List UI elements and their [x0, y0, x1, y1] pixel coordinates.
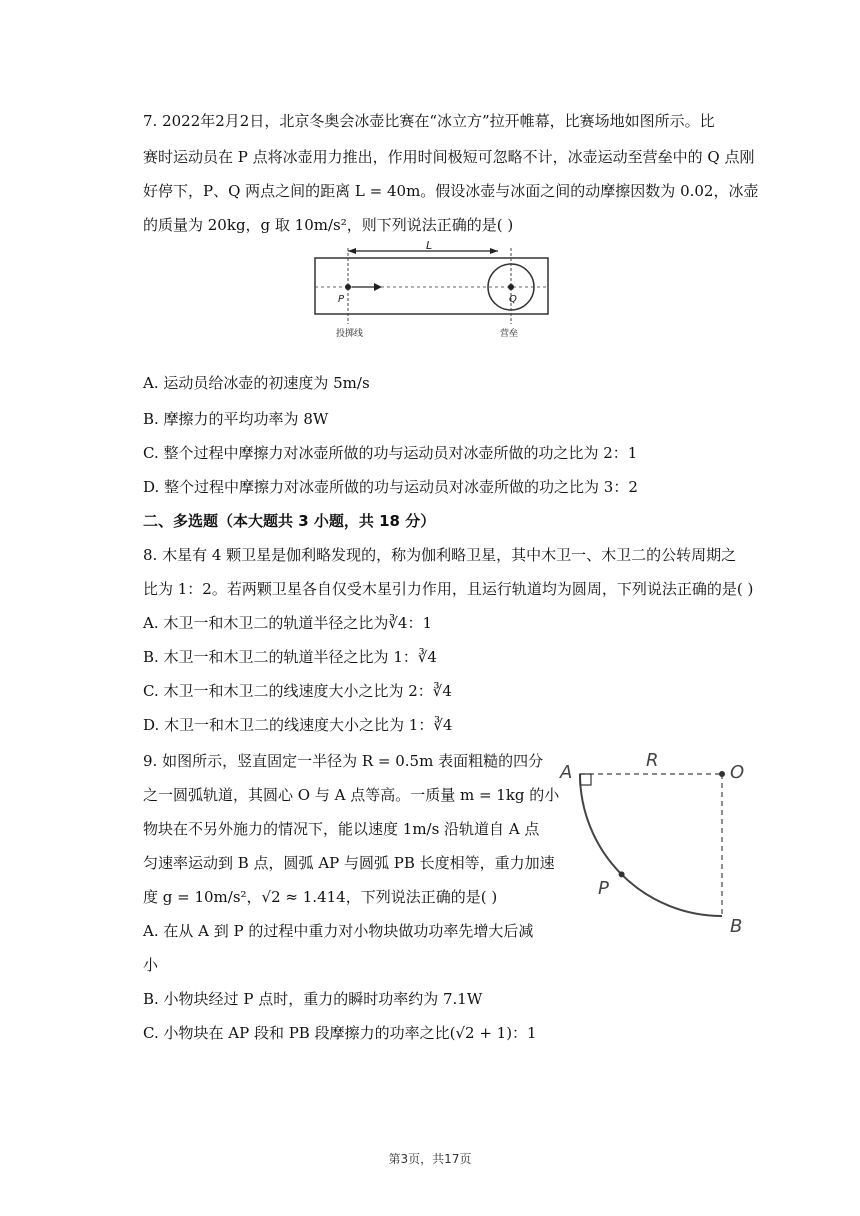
- section-title: 二、多选题（本大题共 3 小题，共 18 分）: [143, 512, 436, 530]
- figure-label-L: L: [426, 240, 433, 252]
- q7-option-d: D. 整个过程中摩擦力对冰壶所做的功与运动员对冰壶所做的功之比为 3：2: [143, 478, 638, 496]
- q8-option-a: A. 木卫一和木卫二的轨道半径之比为∛4：1: [143, 614, 433, 632]
- q8-option-b: B. 木卫一和木卫二的轨道半径之比为 1：∛4: [143, 648, 437, 666]
- q7-option-c: C. 整个过程中摩擦力对冰壶所做的功与运动员对冰壶所做的功之比为 2：1: [143, 444, 638, 462]
- figure-label-O: O: [730, 762, 745, 783]
- q7-option-a: A. 运动员给冰壶的初速度为 5m/s: [143, 374, 370, 392]
- q8-line-1: 8. 木星有 4 颗卫星是伽利略发现的，称为伽利略卫星，其中木卫一、木卫二的公转周期之: [143, 546, 737, 564]
- q9-option-b: B. 小物块经过 P 点时，重力的瞬时功率约为 7.1W: [143, 990, 483, 1008]
- quarter-arc-figure: [550, 742, 760, 942]
- q9-line-1: 9. 如图所示，竖直固定一半径为 R = 0.5m 表面粗糙的四分: [143, 752, 544, 770]
- q7-line-2: 赛时运动员在 P 点将冰壶用力推出，作用时间极短可忽略不计，冰壶运动至营垒中的 Q 点刚: [143, 148, 755, 166]
- q9-line-3: 物块在不另外施力的情况下，能以速度 1m/s 沿轨道自 A 点: [143, 820, 540, 838]
- q9-line-4: 匀速率运动到 B 点，圆弧 AP 与圆弧 PB 长度相等，重力加速: [143, 854, 555, 872]
- figure-label-throw-line: 投掷线: [336, 329, 364, 339]
- figure-label-house: 营垒: [500, 329, 519, 339]
- figure-label-A: A: [560, 762, 573, 783]
- q8-option-d: D. 木卫一和木卫二的线速度大小之比为 1：∛4: [143, 716, 453, 734]
- figure-label-B: B: [730, 916, 743, 937]
- q9-option-a-cont: 小: [143, 956, 159, 974]
- q9-line-5: 度 g = 10m/s²，√2 ≈ 1.414，下列说法正确的是( ): [143, 888, 498, 906]
- curling-rink-figure: [310, 240, 555, 340]
- page-footer: 第3页，共17页: [388, 1152, 472, 1166]
- q8-option-c: C. 木卫一和木卫二的线速度大小之比为 2：∛4: [143, 682, 452, 700]
- q9-option-c: C. 小物块在 AP 段和 PB 段摩擦力的功率之比(√2 + 1)：1: [143, 1024, 537, 1042]
- q8-line-2: 比为 1：2。若两颗卫星各自仅受木星引力作用，且运行轨道均为圆周，下列说法正确的是( ): [143, 580, 754, 598]
- q7-option-b: B. 摩擦力的平均功率为 8W: [143, 410, 329, 428]
- q7-line-3: 好停下，P、Q 两点之间的距离 L = 40m。假设冰壶与冰面之间的动摩擦因数为 0.02，冰壶: [143, 182, 759, 200]
- q9-line-2: 之一圆弧轨道，其圆心 O 与 A 点等高。一质量 m = 1kg 的小: [143, 786, 560, 804]
- q7-line-4: 的质量为 20kg，g 取 10m/s²，则下列说法正确的是( ): [143, 216, 514, 234]
- figure-label-R: R: [646, 750, 659, 771]
- q7-line-1: 7. 2022年2月2日，北京冬奥会冰壶比赛在“冰立方”拉开帷幕，比赛场地如图所示。比: [143, 112, 715, 130]
- figure-label-P: P: [338, 294, 345, 305]
- q9-option-a: A. 在从 A 到 P 的过程中重力对小物块做功功率先增大后减: [143, 922, 534, 940]
- figure-label-Q: Q: [509, 294, 517, 305]
- figure-label-P: P: [598, 878, 609, 899]
